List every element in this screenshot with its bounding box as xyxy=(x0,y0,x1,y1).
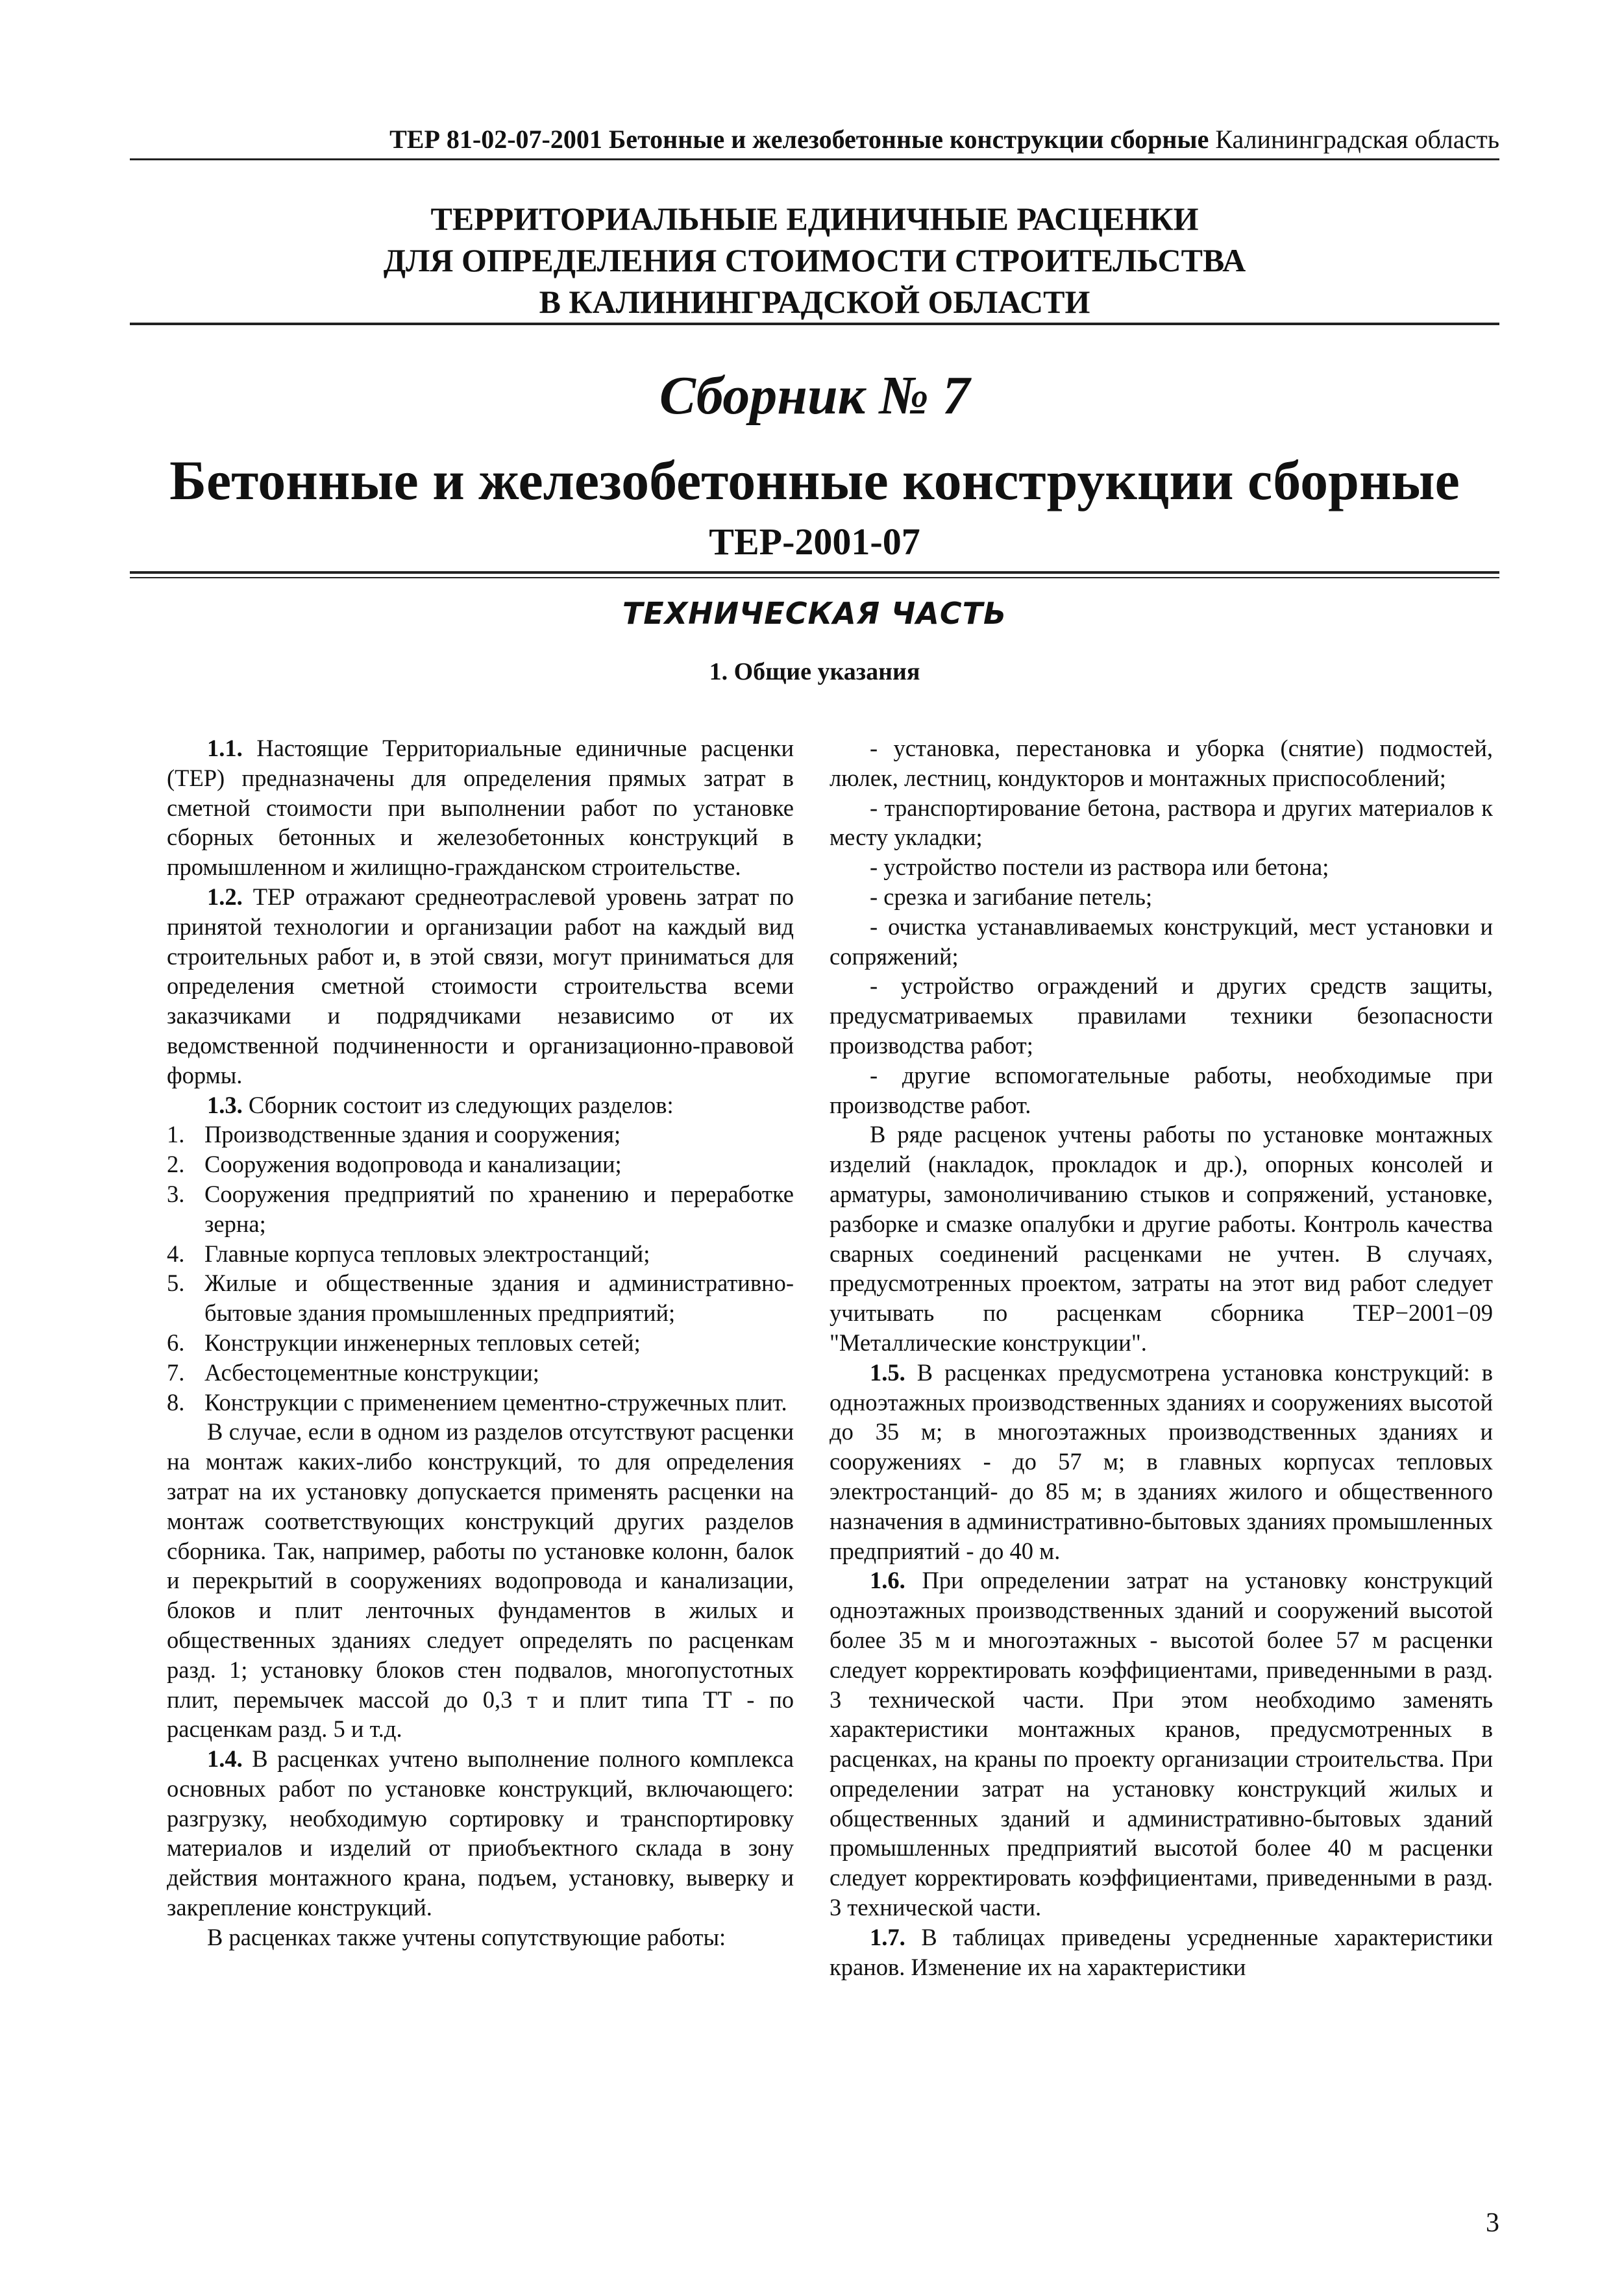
paragraph-1-2 xyxy=(167,882,794,1090)
paragraph-text: В расценках учтено выполнение полного комплекса основных работ по установке конструкций, включающего: разгрузку, необходимую сортировку и транспортировку материалов и изделий от приобъектного склада в зону действия монтажного крана, подъем, установку, выверку и закрепление конструкций. xyxy=(167,1745,794,1921)
paragraph-1-7 xyxy=(830,1923,1493,1982)
title-line-3: В КАЛИНИНГРАДСКОЙ ОБЛАСТИ xyxy=(539,284,1090,320)
list-number: 6. xyxy=(167,1329,185,1356)
list-item xyxy=(167,1358,794,1388)
list-text: Конструкции инженерных тепловых сетей; xyxy=(204,1329,641,1356)
page-number: 3 xyxy=(1486,2208,1499,2238)
list-text: Производственные здания и сооружения; xyxy=(204,1121,621,1148)
header-region: Калининградская область xyxy=(1215,125,1499,154)
collection-number: Сборник № 7 xyxy=(659,365,970,426)
paragraph-number: 1.5. xyxy=(870,1358,905,1386)
list-number: 8. xyxy=(167,1388,185,1416)
work-item: - очистка устанавливаемых конструкций, мест установки и сопряжений; xyxy=(830,913,1493,970)
work-item: - транспортирование бетона, раствора и других материалов к месту укладки; xyxy=(830,794,1493,851)
title-line-2: ДЛЯ ОПРЕДЕЛЕНИЯ СТОИМОСТИ СТРОИТЕЛЬСТВА xyxy=(383,242,1246,278)
list-item xyxy=(167,1149,794,1179)
list-number: 1. xyxy=(167,1121,185,1148)
list-item xyxy=(167,1179,794,1239)
list-item xyxy=(167,1239,794,1269)
work-item: - срезка и загибание петель; xyxy=(870,883,1153,910)
paragraph-text: При определении затрат на установку конструкций одноэтажных производственных зданий и сооружений высотой более 35 м и многоэтажных - высотой более 57 м расценки следует корректировать коэффициентами, приведенными в разд. 3 технической части. При этом необходимо заменять характеристики монтажных кранов, предусмотренных в расценках, на краны по проекту организации строительства. При определении затрат на установку конструкций жилых и общественных зданий и административно-бытовых зданий промышленных предприятий высотой более 40 м расценки следует корректировать коэффициентами, приведенными в разд. 3 технической части. xyxy=(830,1567,1494,1921)
work-item: - другие вспомогательные работы, необходимые при производстве работ. xyxy=(830,1061,1493,1118)
list-text: Сооружения предприятий по хранению и переработке зерна; xyxy=(204,1180,794,1237)
paragraph-text: В таблицах приведены усредненные характеристики кранов. Изменение их на характеристики xyxy=(830,1923,1493,1980)
paragraph-text: В расценках предусмотрена установка конструкций: в одноэтажных производственных зданиях и сооружениях высотой до 35 м; в многоэтажных производственных зданиях и сооружениях - до 57 м; в главных корпусах тепловых электростанций- до 85 м; в зданиях жилого и общественного назначения в административно-бытовых зданиях промышленных предприятий - до 40 м. xyxy=(830,1358,1494,1564)
list-number: 5. xyxy=(167,1270,185,1297)
work-item: - устройство ограждений и других средств защиты, предусматриваемых правилами техники безопасности производства работ; xyxy=(830,972,1493,1059)
paragraph-mounting: В ряде расценок учтены работы по установке монтажных изделий (накладок, прокладок и др.), опорных консолей и арматуры, замоноличиванию стыков и сопряжений, установке, разборке и смазке опалубки и другие работы. Контроль качества сварных соединений расценками не учтен. В случаях, предусмотренных проектом, затраты на этот вид работ следует учитывать по расценкам сборника ТЕР−2001−09 "Металлические конструкции". xyxy=(830,1121,1493,1356)
right-column xyxy=(830,733,1493,1982)
title-rule xyxy=(130,323,1499,325)
paragraph-1-4 xyxy=(167,1744,794,1923)
list-item xyxy=(167,1268,794,1328)
collection-rule-bottom xyxy=(130,577,1499,578)
header-document-code: ТЕР 81-02-07-2001 Бетонные и железобетонные конструкции сборные xyxy=(389,125,1209,154)
list-item xyxy=(167,1328,794,1358)
left-column xyxy=(167,733,794,1952)
collection-code: ТЕР-2001-07 xyxy=(709,521,920,563)
paragraph-text: Сборник состоит из следующих разделов: xyxy=(248,1091,674,1118)
header-rule xyxy=(130,158,1499,160)
list-text: Сооружения водопровода и канализации; xyxy=(204,1151,622,1178)
paragraph-number: 1.6. xyxy=(870,1567,905,1594)
paragraph-1-1 xyxy=(167,733,794,882)
general-instructions-heading: 1. Общие указания xyxy=(709,658,920,685)
collection-name: Бетонные и железобетонные конструкции сборные xyxy=(169,449,1460,511)
paragraph-also: В расценках также учтены сопутствующие работы: xyxy=(207,1923,726,1950)
list-item xyxy=(167,1120,794,1149)
list-number: 4. xyxy=(167,1240,185,1267)
technical-part-heading: ТЕХНИЧЕСКАЯ ЧАСТЬ xyxy=(622,596,1007,631)
paragraph-number: 1.4. xyxy=(207,1745,243,1773)
paragraph-1-6 xyxy=(830,1566,1493,1923)
document-title xyxy=(130,198,1499,323)
list-number: 7. xyxy=(167,1358,185,1386)
paragraph-text: Настоящие Территориальные единичные расценки (ТЕР) предназначены для определения прямых затрат в сметной стоимости при выполнении работ по установке сборных бетонных и железобетонных конструкций в промышленном и жилищно-гражданском строительстве. xyxy=(167,735,794,881)
sections-list xyxy=(167,1120,794,1417)
paragraph-number: 1.1. xyxy=(207,735,243,761)
list-text: Главные корпуса тепловых электростанций; xyxy=(204,1240,650,1267)
paragraph-1-3 xyxy=(167,1090,794,1120)
running-header xyxy=(130,123,1499,156)
list-number: 3. xyxy=(167,1180,185,1207)
list-text: Жилые и общественные здания и административно-бытовые здания промышленных предприятий; xyxy=(204,1270,794,1327)
work-item: - установка, перестановка и уборка (снятие) подмостей, люлек, лестниц, кондукторов и монтажных приспособлений; xyxy=(830,735,1493,791)
paragraph-number: 1.3. xyxy=(207,1091,243,1118)
list-item xyxy=(167,1388,794,1418)
list-text: Асбестоцементные конструкции; xyxy=(204,1358,539,1386)
title-line-1: ТЕРРИТОРИАЛЬНЫЕ ЕДИНИЧНЫЕ РАСЦЕНКИ xyxy=(430,201,1199,237)
paragraph-number: 1.2. xyxy=(207,883,243,910)
paragraph-text: ТЕР отражают среднеотраслевой уровень затрат по принятой технологии и организации работ на каждый вид строительных работ и, в этой связи, могут приниматься для определения сметной стоимости строительства всеми заказчиками и подрядчиками независимо от их ведомственной подчиненности и организационно-правовой формы. xyxy=(167,883,794,1088)
list-number: 2. xyxy=(167,1151,185,1178)
collection-rule-top xyxy=(130,571,1499,574)
paragraph-1-5 xyxy=(830,1358,1493,1566)
paragraph-case: В случае, если в одном из разделов отсутствуют расценки на монтаж каких-либо конструкций, то для определения затрат на их установку допускается применять расценки на монтаж соответствующих конструкций других разделов сборника. Так, например, работы по установке колонн, балок и перекрытий в сооружениях водопровода и канализации, блоков и плит ленточных фундаментов в жилых и общественных зданиях следует определять по расценкам разд. 1; установку блоков стен подвалов, многопустотных плит, перемычек массой до 0,3 т и плит типа ТТ - по расценкам разд. 5 и т.д. xyxy=(167,1418,794,1743)
list-text: Конструкции с применением цементно-стружечных плит. xyxy=(204,1388,787,1416)
paragraph-number: 1.7. xyxy=(870,1923,905,1950)
work-item: - устройство постели из раствора или бетона; xyxy=(870,854,1329,881)
